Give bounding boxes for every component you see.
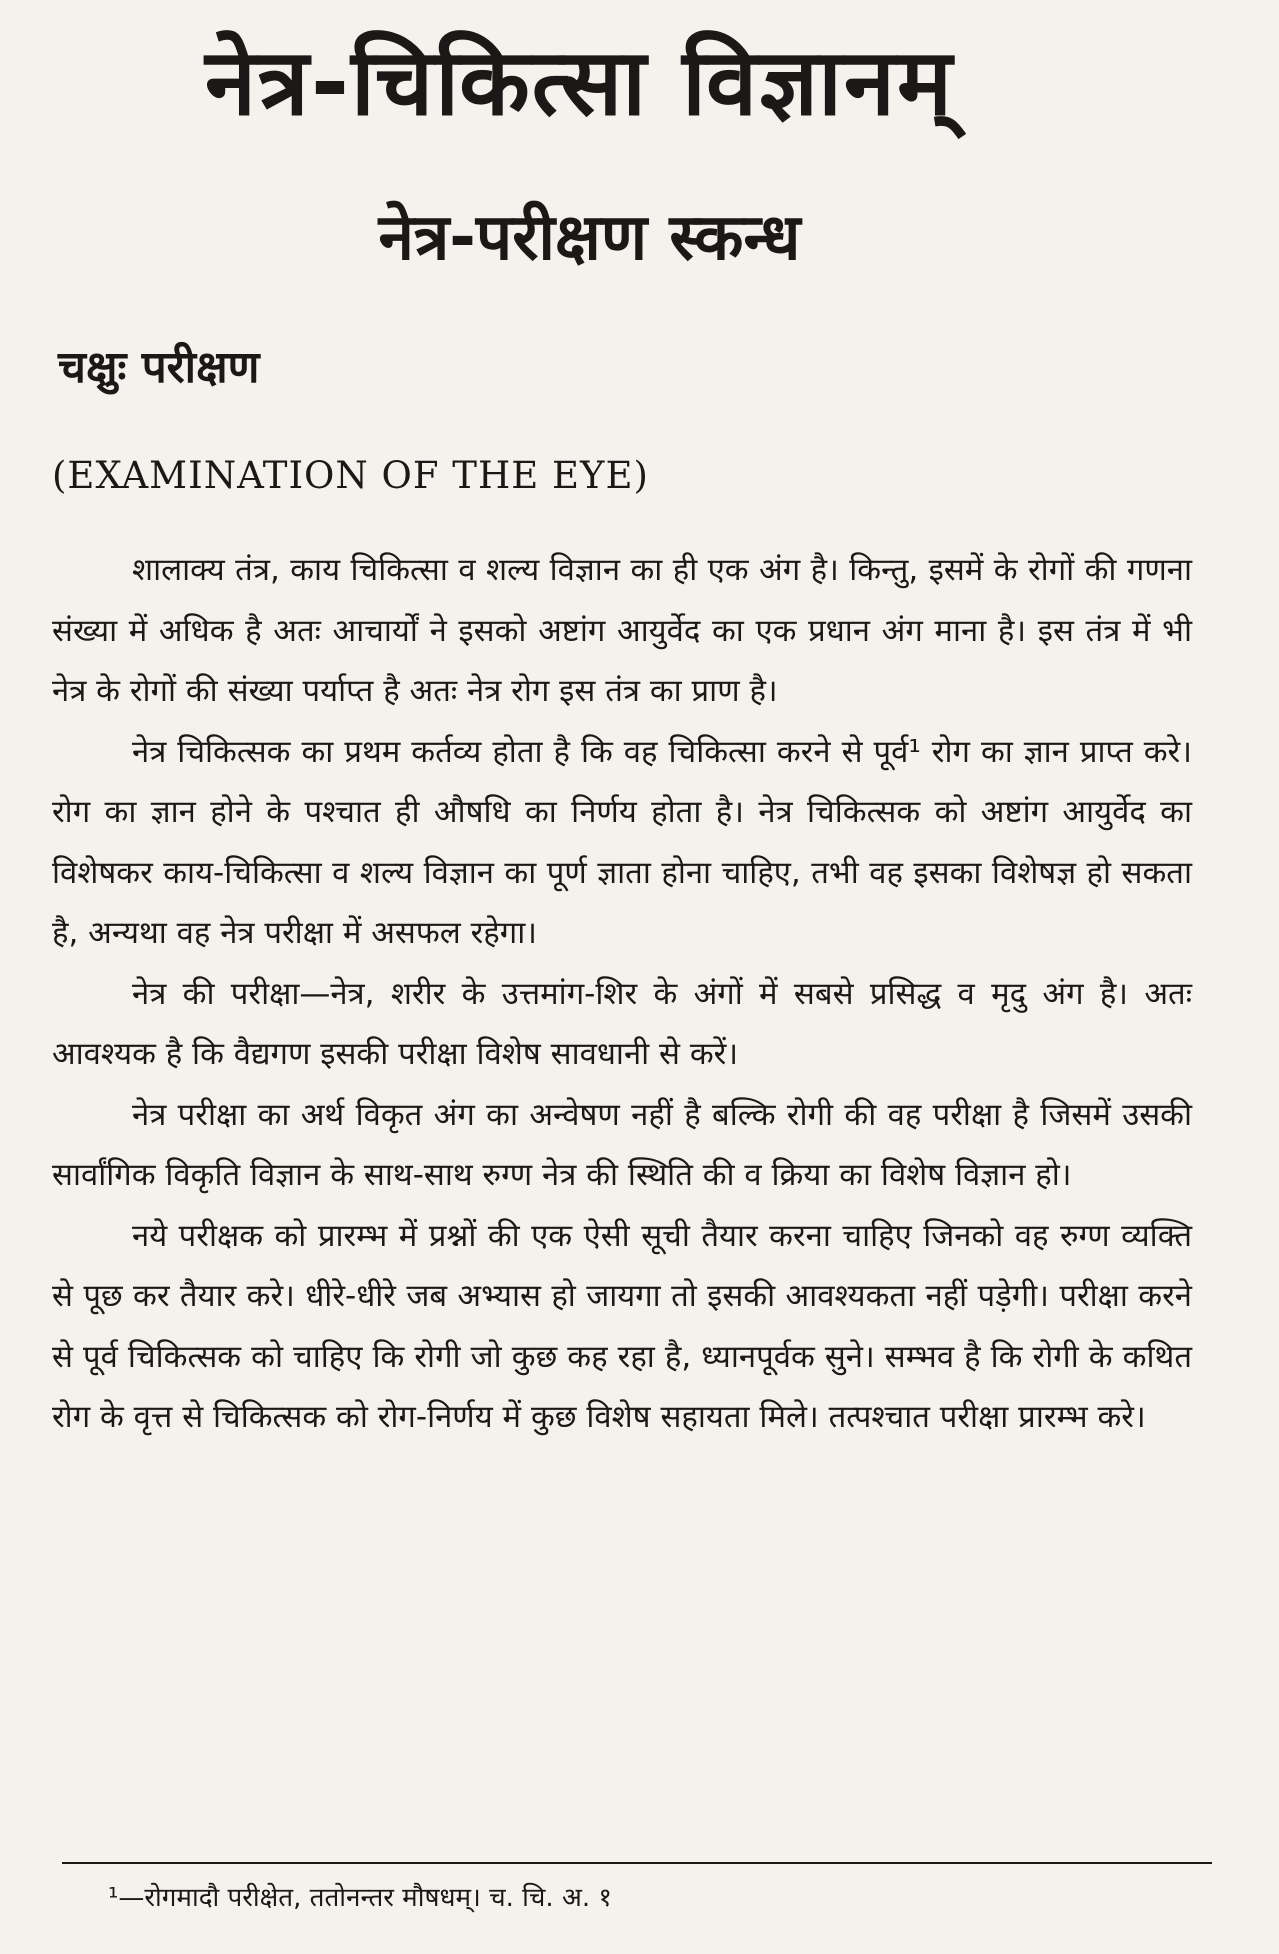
- section-english-heading: (EXAMINATION OF THE EYE): [52, 454, 649, 497]
- footnote-divider: [62, 1862, 1212, 1864]
- page-title: नेत्र-चिकित्सा विज्ञानम्: [205, 29, 954, 136]
- footnote: ¹—रोगमादौ परीक्षेत, ततोनन्तर मौषधम्। च. चि. अ. १: [108, 1883, 612, 1913]
- paragraph: शालाक्य तंत्र, काय चिकित्सा व शल्य विज्ञान का ही एक अंग है। किन्तु, इसमें के रोगों की गणना संख्या में अधिक है अतः आचार्यों ने इसको अष्टांग आयुर्वेद का एक प्रधान अंग माना है। इस तंत्र में भी नेत्र के रोगों की संख्या पर्याप्त है अतः नेत्र रोग इस तंत्र का प्राण है।: [52, 552, 1192, 709]
- page-subtitle: नेत्र-परीक्षण स्कन्ध: [378, 201, 801, 275]
- paragraph: नये परीक्षक को प्रारम्भ में प्रश्नों की एक ऐसी सूची तैयार करना चाहिए जिनको वह रुग्ण व्यक्ति से पूछ कर तैयार करे। धीरे-धीरे जब अभ्यास हो जायगा तो इसकी आवश्यकता नहीं पड़ेगी। परीक्षा करने से पूर्व चिकित्सक को चाहिए कि रोगी जो कुछ कह रहा है, ध्यानपूर्वक सुने। सम्भव है कि रोगी के कथित रोग के वृत्त से चिकित्सक को रोग-निर्णय में कुछ विशेष सहायता मिले। तत्पश्चात परीक्षा प्रारम्भ करे।: [52, 1217, 1192, 1435]
- paragraph: नेत्र परीक्षा का अर्थ विकृत अंग का अन्वेषण नहीं है बल्कि रोगी की वह परीक्षा है जिसमें उसकी सार्वांगिक विकृति विज्ञान के साथ-साथ रुग्ण नेत्र की स्थिति की व क्रिया का विशेष विज्ञान हो।: [52, 1096, 1192, 1193]
- paragraph: नेत्र चिकित्सक का प्रथम कर्तव्य होता है कि वह चिकित्सा करने से पूर्व¹ रोग का ज्ञान प्राप्त करे। रोग का ज्ञान होने के पश्चात ही औषधि का निर्णय होता है। नेत्र चिकित्सक को अष्टांग आयुर्वेद का विशेषकर काय-चिकित्सा व शल्य विज्ञान का पूर्ण ज्ञाता होना चाहिए, तभी वह इसका विशेषज्ञ हो सकता है, अन्यथा वह नेत्र परीक्षा में असफल रहेगा।: [52, 733, 1192, 951]
- body-text: [52, 540, 1192, 1448]
- section-heading: चक्षुः परीक्षण: [58, 342, 260, 393]
- paragraph: नेत्र की परीक्षा—नेत्र, शरीर के उत्तमांग-शिर के अंगों में सबसे प्रसिद्ध व मृदु अंग है। अतः आवश्यक है कि वैद्यगण इसकी परीक्षा विशेष सावधानी से करें।: [52, 975, 1192, 1072]
